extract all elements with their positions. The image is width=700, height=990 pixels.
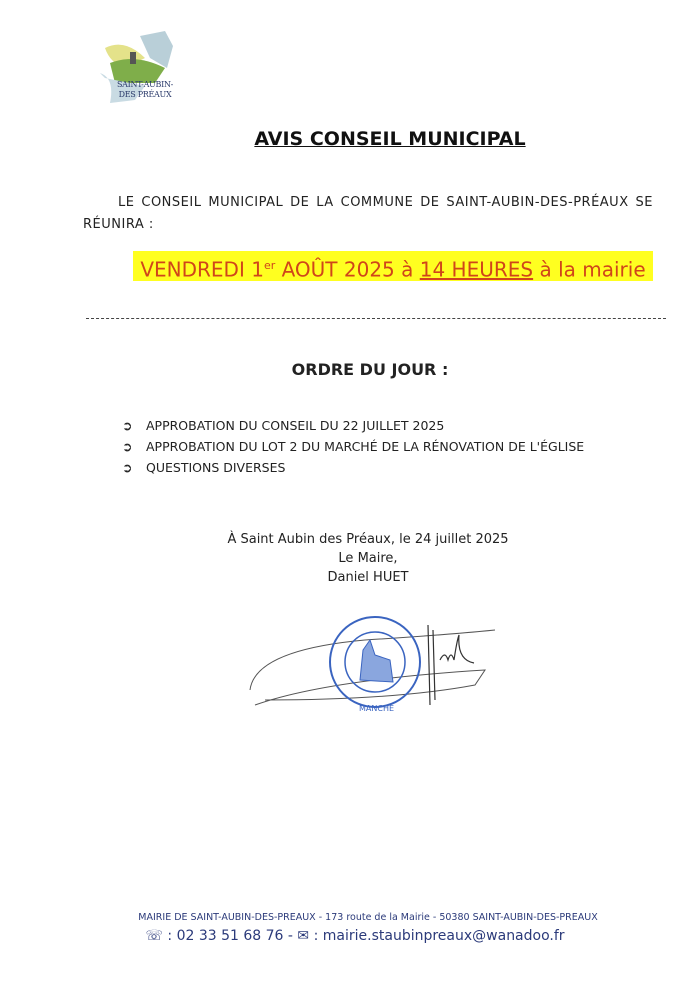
- phone-icon: ☏: [145, 928, 163, 944]
- signer-name: Daniel HUET: [327, 570, 409, 585]
- meeting-date: VENDREDI 1er AOÛT 2025 à 14 HEURES à la mairie: [133, 251, 653, 281]
- email-address[interactable]: : mairie.staubinpreaux@wanadoo.fr: [309, 928, 565, 944]
- dashed-divider: [86, 318, 666, 319]
- signature-block: [0, 530, 700, 587]
- footer-address: MAIRIE DE SAINT-AUBIN-DES-PREAUX - 173 route de la Mairie - 50380 SAINT-AUBIN-DES-PREAUX: [138, 912, 598, 923]
- intro-text: LE CONSEIL MUNICIPAL DE LA COMMUNE DE SAINT-AUBIN-DES-PRÉAUX SE RÉUNIRA :: [83, 195, 653, 232]
- mairie-stamp: [330, 617, 420, 707]
- place-date: À Saint Aubin des Préaux, le 24 juillet 2025: [227, 532, 509, 547]
- mail-icon: ✉: [297, 928, 310, 944]
- arrow-bullet-icon: ➲: [122, 439, 133, 454]
- agenda-item: ➲ APPROBATION DU CONSEIL DU 22 JUILLET 2025: [122, 415, 584, 436]
- agenda-list: [122, 415, 584, 478]
- phone-number: : 02 33 51 68 76 -: [162, 928, 298, 944]
- page-title: AVIS CONSEIL MUNICIPAL: [254, 128, 526, 150]
- arrow-bullet-icon: ➲: [122, 418, 133, 433]
- agenda-item: ➲ APPROBATION DU LOT 2 DU MARCHÉ DE LA RÉNOVATION DE L'ÉGLISE: [122, 436, 584, 457]
- signer-role: Le Maire,: [338, 551, 398, 566]
- agenda-title: ORDRE DU JOUR :: [291, 360, 449, 379]
- svg-text:MANCHE: MANCHE: [359, 704, 395, 713]
- stamp-and-signature: [245, 610, 505, 715]
- agenda-item: ➲ QUESTIONS DIVERSES: [122, 457, 584, 478]
- logo-text: SAINT-AUBIN- DES PRÉAUX: [116, 80, 174, 99]
- footer-contact: [0, 928, 700, 944]
- arrow-bullet-icon: ➲: [122, 460, 133, 475]
